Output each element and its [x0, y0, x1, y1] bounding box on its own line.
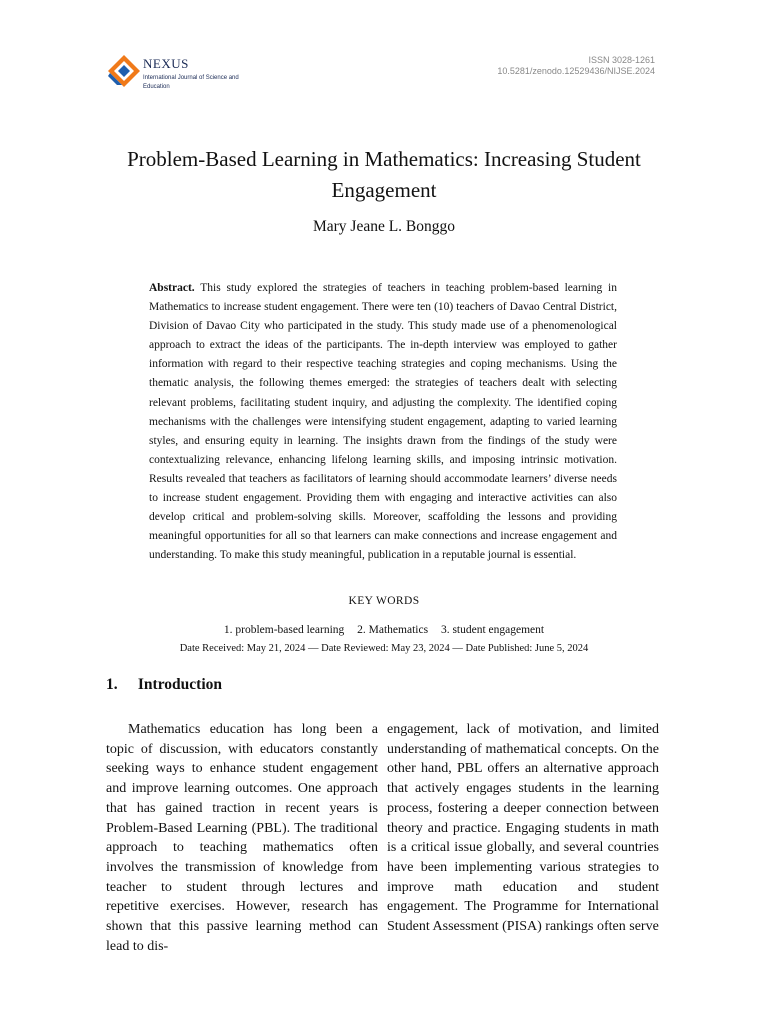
keyword-item: 3. student engagement: [440, 624, 545, 636]
body-column-left: Mathematics education has long been a topic of discussion, with educators constantly seeking ways to enhance student engagement and improve learning outcomes. One approach that has gained traction in recent years is Problem-Based Learning (PBL). The traditional approach to teaching mathematics often involves the transmission of knowledge from teacher to student through lectures and repetitive exercises. However, research has shown that this passive learning method can lead to dis-: [106, 722, 378, 954]
abstract: [149, 279, 617, 565]
keywords-list: [84, 624, 684, 636]
abstract-label: Abstract.: [149, 282, 195, 294]
journal-header: [0, 0, 768, 110]
keyword-item: 2. Mathematics: [357, 624, 429, 636]
doi-link[interactable]: 10.5281/zenodo.12529436/NIJSE.2024: [497, 66, 655, 76]
paper-title: Problem-Based Learning in Mathematics: Increasing Student Engagement: [127, 147, 641, 202]
journal-logo-name: NEXUS: [143, 56, 189, 71]
journal-logo-subtitle: International Journal of Science and Education: [143, 75, 239, 90]
paper-author: Mary Jeane L. Bonggo: [312, 218, 456, 235]
publication-dates: Date Received: May 21, 2024 — Date Reviewed: May 23, 2024 — Date Published: June 5, 2024: [179, 643, 589, 654]
body-column-right: engagement, lack of motivation, and limited understanding of mathematical concepts. On the other hand, PBL offers an alternative approach that actively engages students in the learning process, fostering a deeper connection between theory and practice. Engaging students in math is a critical issue globally, and several countries have been implementing various strategies to improve math education and student engagement. The Programme for International Student Assessment (PISA) rankings often serve: [387, 722, 659, 935]
issn-number: ISSN 3028-1261: [588, 55, 655, 65]
keywords-heading: KEY WORDS: [348, 595, 420, 607]
section-title: Introduction: [137, 676, 222, 693]
keyword-item: 1. problem-based learning: [223, 624, 345, 636]
nexus-logo-icon: [107, 54, 141, 88]
section-heading: [106, 676, 222, 694]
issn-block: [497, 55, 655, 77]
abstract-text: This study explored the strategies of teachers in teaching problem-based learning in Mathematics to increase student engagement. There were ten (10) teachers of Davao Central District, Division of Davao City who participated in the study. This study made use of a phenomenological approach to extract the ideas of the participants. The in-depth interview was employed to gather information with regard to their respective teaching strategies and coping mechanisms. Using the thematic analysis, the following themes emerged: the strategies of teachers dealt with selecting relevant problems, facilitating student inquiry, and adjusting the complexity. The identified coping mechanisms with the challenges were intensifying student engagement, adapting to varied learning styles, and ensuring equity in learning. The insights drawn from the findings of the study were contextualizing relevance, enhancing lifelong learning skills, and imposing intrinsic motivation. Results revealed that teachers as facilitators of learning should accommodate learners’ diverse needs to increase student engagement. Providing them with engaging and interactive activities can also develop critical and problem-solving skills. Moreover, scaffolding the lessons and providing meaningful opportunities for all so that learners can make connections and increase engagement and understanding. To make this study meaningful, publication in a reputable journal is essential.: [149, 282, 617, 562]
section-number: 1.: [106, 676, 118, 693]
